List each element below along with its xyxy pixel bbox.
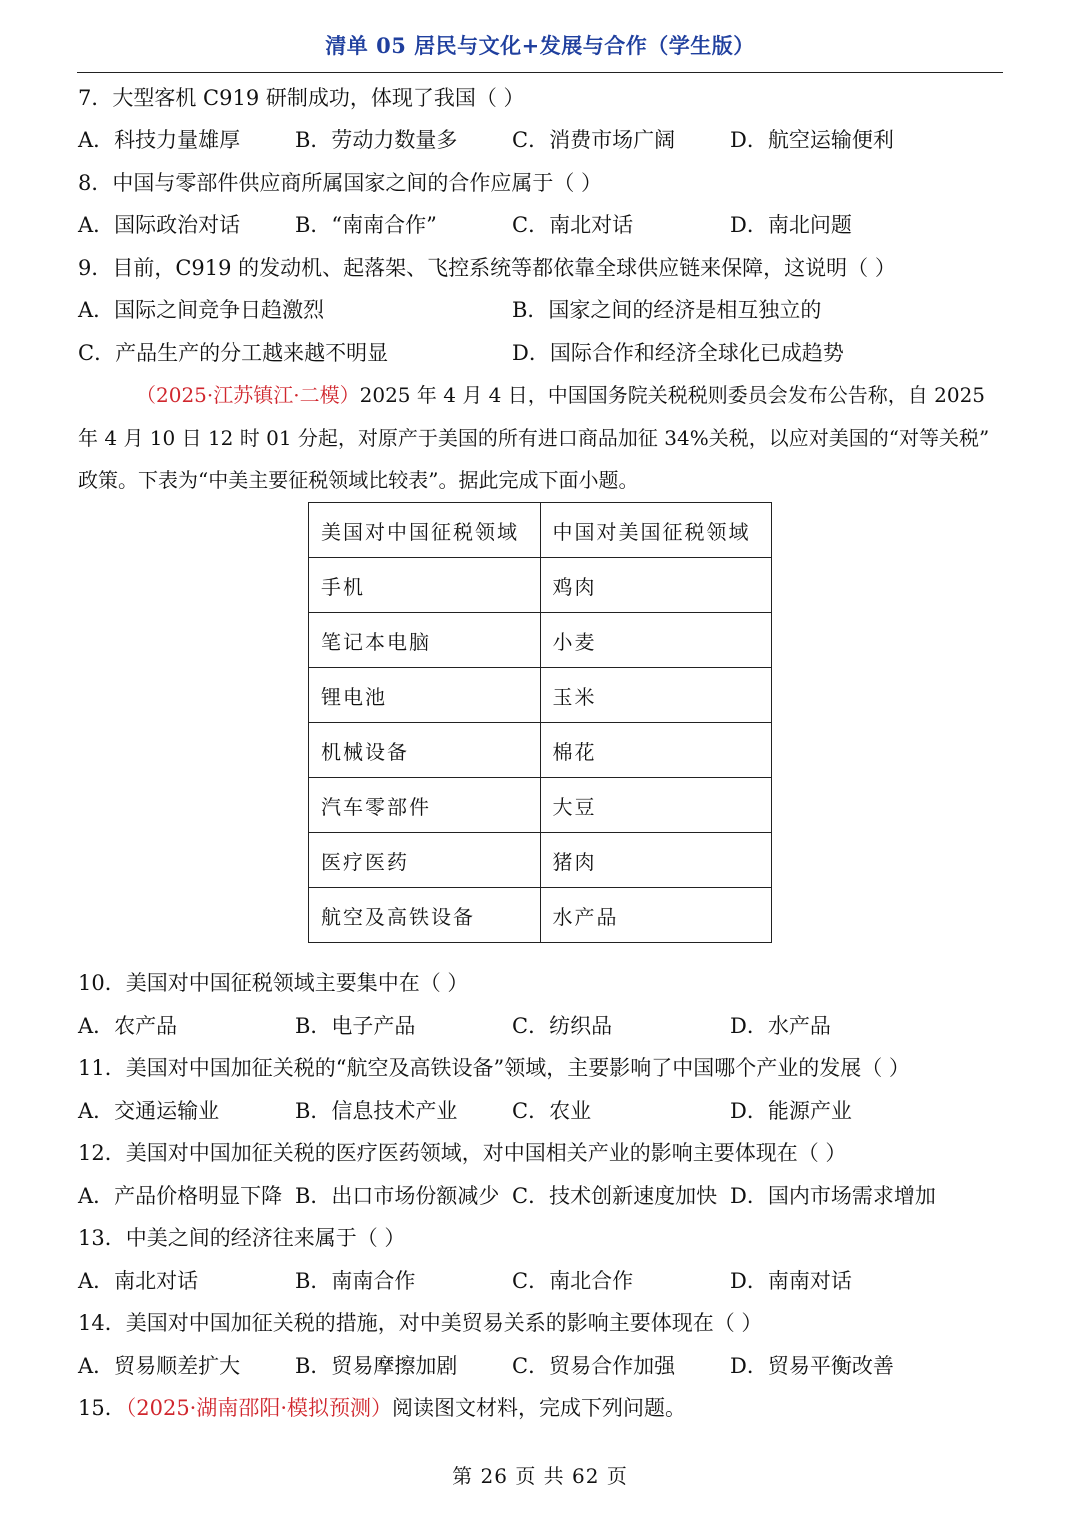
table-row: [309, 613, 772, 668]
question-7-stem: 7．大型客机 C919 研制成功，体现了我国（ ）: [78, 86, 525, 110]
q11-option-a: A．交通运输业: [78, 1099, 220, 1123]
q14-option-d: D．贸易平衡改善: [730, 1354, 894, 1378]
q8-option-a: A．国际政治对话: [78, 213, 241, 237]
page-header-title: 清单 05 居民与文化+发展与合作（学生版）: [325, 33, 755, 58]
table-cell: 手机: [309, 558, 541, 613]
table-header-cell: 中国对美国征税领域: [540, 503, 772, 558]
table-cell: 玉米: [540, 668, 772, 723]
table-row: [309, 723, 772, 778]
q12-option-b: B．出口市场份额减少: [295, 1184, 500, 1208]
passage-line-1: [136, 380, 985, 410]
q12-option-a: A．产品价格明显下降: [78, 1184, 283, 1208]
q13-option-b: B．南南合作: [295, 1269, 416, 1293]
question-12-stem: 12．美国对中国加征关税的医疗医药领域，对中国相关产业的影响主要体现在（ ）: [78, 1141, 847, 1165]
table-cell: 航空及高铁设备: [309, 888, 541, 943]
q10-option-a: A．农产品: [78, 1014, 178, 1038]
q15-number: 15．: [78, 1396, 126, 1420]
q8-option-c: C．南北对话: [512, 213, 634, 237]
table-row: [309, 888, 772, 943]
passage-text-1: 2025 年 4 月 4 日，中国国务院关税税则委员会发布公告称，自 2025: [359, 383, 986, 407]
table-cell: 水产品: [540, 888, 772, 943]
table-header-row: [309, 503, 772, 558]
table-cell: 医疗医药: [309, 833, 541, 888]
table-cell: 猪肉: [540, 833, 772, 888]
q13-option-a: A．南北对话: [78, 1269, 199, 1293]
passage-line-2: 年 4 月 10 日 12 时 01 分起，对原产于美国的所有进口商品加征 34%关税，以应对美国的“对等关税”: [78, 426, 990, 450]
q12-option-c: C．技术创新速度加快: [512, 1184, 718, 1208]
q8-option-d: D．南北问题: [730, 213, 852, 237]
passage-source: （2025·江苏镇江·二模）: [136, 383, 360, 407]
q8-option-b: B．“南南合作”: [295, 213, 437, 237]
table-row: [309, 558, 772, 613]
q7-option-a: A．科技力量雄厚: [78, 128, 241, 152]
q14-option-a: A．贸易顺差扩大: [78, 1354, 241, 1378]
question-13-stem: 13．中美之间的经济往来属于（ ）: [78, 1226, 406, 1250]
question-8-stem: 8．中国与零部件供应商所属国家之间的合作应属于（ ）: [78, 171, 603, 195]
table-row: [309, 778, 772, 833]
table-row: [309, 668, 772, 723]
table-row: [309, 833, 772, 888]
table-cell: 鸡肉: [540, 558, 772, 613]
passage-line-3: 政策。下表为“中美主要征税领域比较表”。据此完成下面小题。: [78, 468, 639, 492]
table-cell: 笔记本电脑: [309, 613, 541, 668]
header-divider: [77, 72, 1003, 73]
q13-option-c: C．南北合作: [512, 1269, 634, 1293]
q7-option-b: B．劳动力数量多: [295, 128, 458, 152]
table-cell: 汽车零部件: [309, 778, 541, 833]
question-15-stem: [78, 1393, 686, 1423]
q11-option-c: C．农业: [512, 1099, 592, 1123]
question-11-stem: 11．美国对中国加征关税的“航空及高铁设备”领域，主要影响了中国哪个产业的发展（ ）: [78, 1056, 910, 1080]
tariff-comparison-table: [308, 502, 772, 943]
page-footer: 第 26 页 共 62 页: [452, 1464, 628, 1488]
q10-option-d: D．水产品: [730, 1014, 831, 1038]
q11-option-d: D．能源产业: [730, 1099, 852, 1123]
question-14-stem: 14．美国对中国加征关税的措施，对中美贸易关系的影响主要体现在（ ）: [78, 1311, 763, 1335]
q9-option-a: A．国际之间竞争日趋激烈: [78, 298, 325, 322]
q9-option-d: D．国际合作和经济全球化已成趋势: [512, 341, 844, 365]
q10-option-b: B．电子产品: [295, 1014, 416, 1038]
q12-option-d: D．国内市场需求增加: [730, 1184, 936, 1208]
q7-option-c: C．消费市场广阔: [512, 128, 676, 152]
q7-option-d: D．航空运输便利: [730, 128, 894, 152]
table-cell: 机械设备: [309, 723, 541, 778]
q13-option-d: D．南南对话: [730, 1269, 852, 1293]
q14-option-b: B．贸易摩擦加剧: [295, 1354, 458, 1378]
question-10-stem: 10．美国对中国征税领域主要集中在（ ）: [78, 971, 469, 995]
q9-option-b: B．国家之间的经济是相互独立的: [512, 298, 822, 322]
q9-option-c: C．产品生产的分工越来越不明显: [78, 341, 389, 365]
table-cell: 锂电池: [309, 668, 541, 723]
q14-option-c: C．贸易合作加强: [512, 1354, 676, 1378]
q11-option-b: B．信息技术产业: [295, 1099, 458, 1123]
q15-source: （2025·湖南邵阳·模拟预测）: [125, 1396, 393, 1420]
table-cell: 大豆: [540, 778, 772, 833]
question-9-stem: 9．目前，C919 的发动机、起落架、飞控系统等都依靠全球供应链来保障，这说明（ ）: [78, 256, 896, 280]
q15-text: 阅读图文材料，完成下列问题。: [392, 1396, 687, 1420]
q10-option-c: C．纺织品: [512, 1014, 613, 1038]
table-cell: 小麦: [540, 613, 772, 668]
table-header-cell: 美国对中国征税领域: [309, 503, 541, 558]
table-cell: 棉花: [540, 723, 772, 778]
